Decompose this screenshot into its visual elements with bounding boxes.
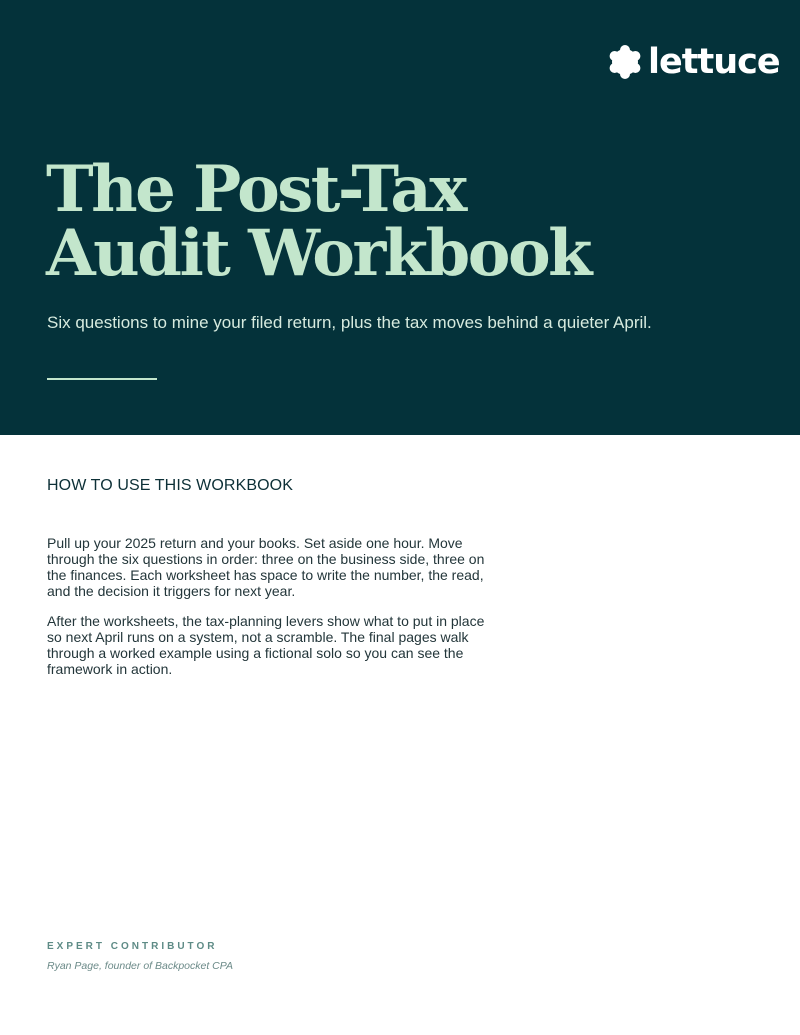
cover-hero (0, 0, 800, 435)
page-title (46, 152, 590, 291)
section-heading: HOW TO USE THIS WORKBOOK (47, 477, 293, 494)
page-subtitle: Six questions to mine your filed return, plus the tax moves behind a quieter April. (47, 313, 652, 332)
title-line-1: The Post-Tax (46, 152, 465, 227)
instructions-paragraph-1: Pull up your 2025 return and your books. Set aside one hour. Move through the six questions in order: three on the business side, three on the finances. Each worksheet has space to write the number, the read, and the decision it triggers for next year. (47, 535, 485, 599)
brand-logo (608, 42, 780, 82)
contributor-label: EXPERT CONTRIBUTOR (47, 941, 218, 952)
lettuce-logo-icon (608, 45, 642, 79)
instructions-paragraph-2: After the worksheets, the tax-planning levers show what to put in place so next April runs on a system, not a scramble. The final pages walk through a worked example using a fictional solo so you can see the framework in action. (47, 613, 485, 677)
contributor-name: Ryan Page, founder of Backpocket CPA (47, 960, 233, 972)
title-divider (47, 378, 157, 380)
title-line-2: Audit Workbook (46, 216, 590, 291)
brand-name: lettuce (648, 42, 780, 82)
